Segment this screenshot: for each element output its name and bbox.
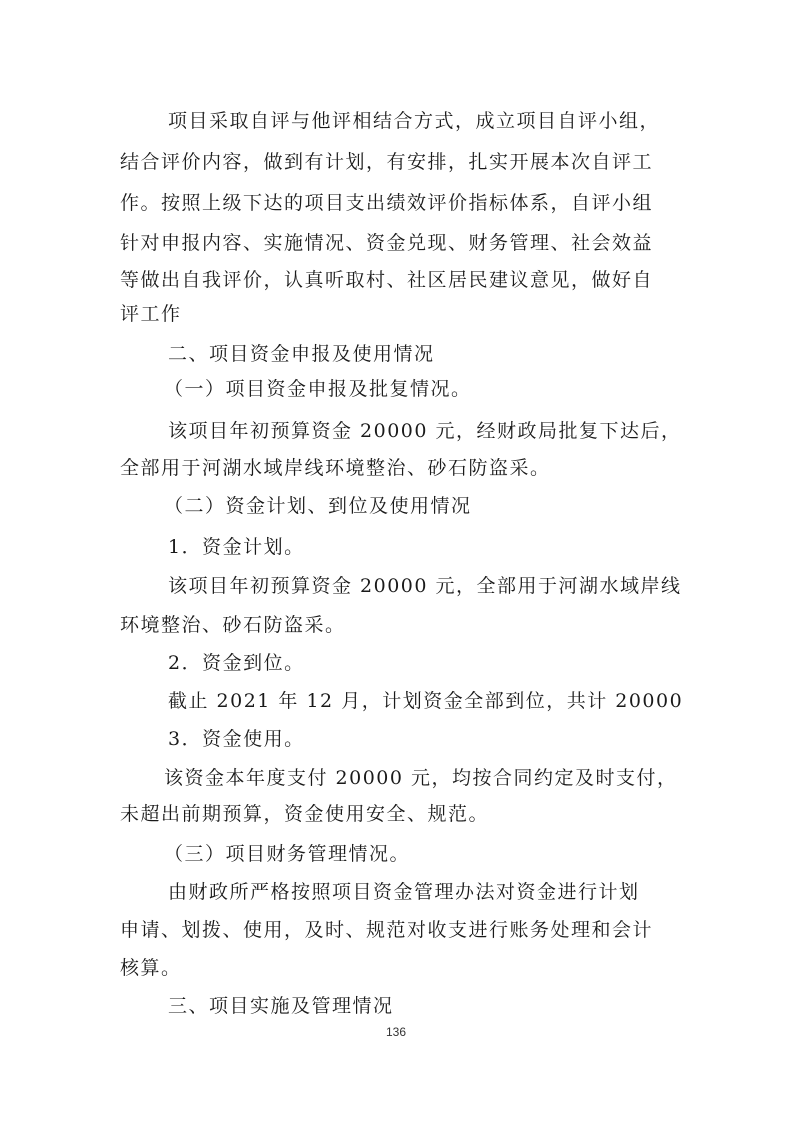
paragraph-line: 全部用于河湖水域岸线环境整治、砂石防盗采。 bbox=[120, 457, 551, 479]
paragraph-line: 该资金本年度支付 20000 元，均按合同约定及时支付， bbox=[164, 767, 678, 789]
paragraph-line: 该项目年初预算资金 20000 元，经财政局批复下达后， bbox=[168, 420, 682, 442]
paragraph-line: 评工作 bbox=[120, 303, 182, 325]
section-heading: 二、项目资金申报及使用情况 bbox=[168, 343, 435, 365]
paragraph-line: 核算。 bbox=[120, 957, 182, 979]
subsection-heading: （一）项目资金申报及批复情况。 bbox=[164, 378, 472, 400]
paragraph-line: 结合评价内容，做到有计划，有安排，扎实开展本次自评工 bbox=[120, 151, 654, 173]
list-item-heading: 1．资金计划。 bbox=[168, 536, 305, 558]
paragraph-line: 由财政所严格按照项目资金管理办法对资金进行计划 bbox=[168, 881, 640, 903]
paragraph-line: 环境整治、砂石防盗采。 bbox=[120, 614, 346, 636]
paragraph-line: 截止 2021 年 12 月，计划资金全部到位，共计 20000 bbox=[168, 690, 684, 712]
page-number: 136 bbox=[385, 1025, 407, 1039]
paragraph-line: 申请、划拨、使用，及时、规范对收支进行账务处理和会计 bbox=[120, 919, 654, 941]
subsection-heading: （三）项目财务管理情况。 bbox=[164, 843, 411, 865]
paragraph-line: 针对申报内容、实施情况、资金兑现、财务管理、社会效益 bbox=[120, 232, 654, 254]
list-item-heading: 2．资金到位。 bbox=[168, 652, 305, 674]
paragraph-line: 项目采取自评与他评相结合方式，成立项目自评小组， bbox=[168, 110, 661, 132]
paragraph-line: 等做出自我评价，认真听取村、社区居民建议意见，做好自 bbox=[120, 269, 654, 291]
paragraph-line: 作。按照上级下达的项目支出绩效评价指标体系，自评小组 bbox=[120, 192, 654, 214]
paragraph-line: 该项目年初预算资金 20000 元，全部用于河湖水域岸线 bbox=[168, 575, 682, 597]
section-heading: 三、项目实施及管理情况 bbox=[168, 995, 394, 1017]
subsection-heading: （二）资金计划、到位及使用情况 bbox=[164, 495, 472, 517]
list-item-heading: 3．资金使用。 bbox=[168, 728, 305, 750]
paragraph-line: 未超出前期预算，资金使用安全、规范。 bbox=[120, 803, 490, 825]
